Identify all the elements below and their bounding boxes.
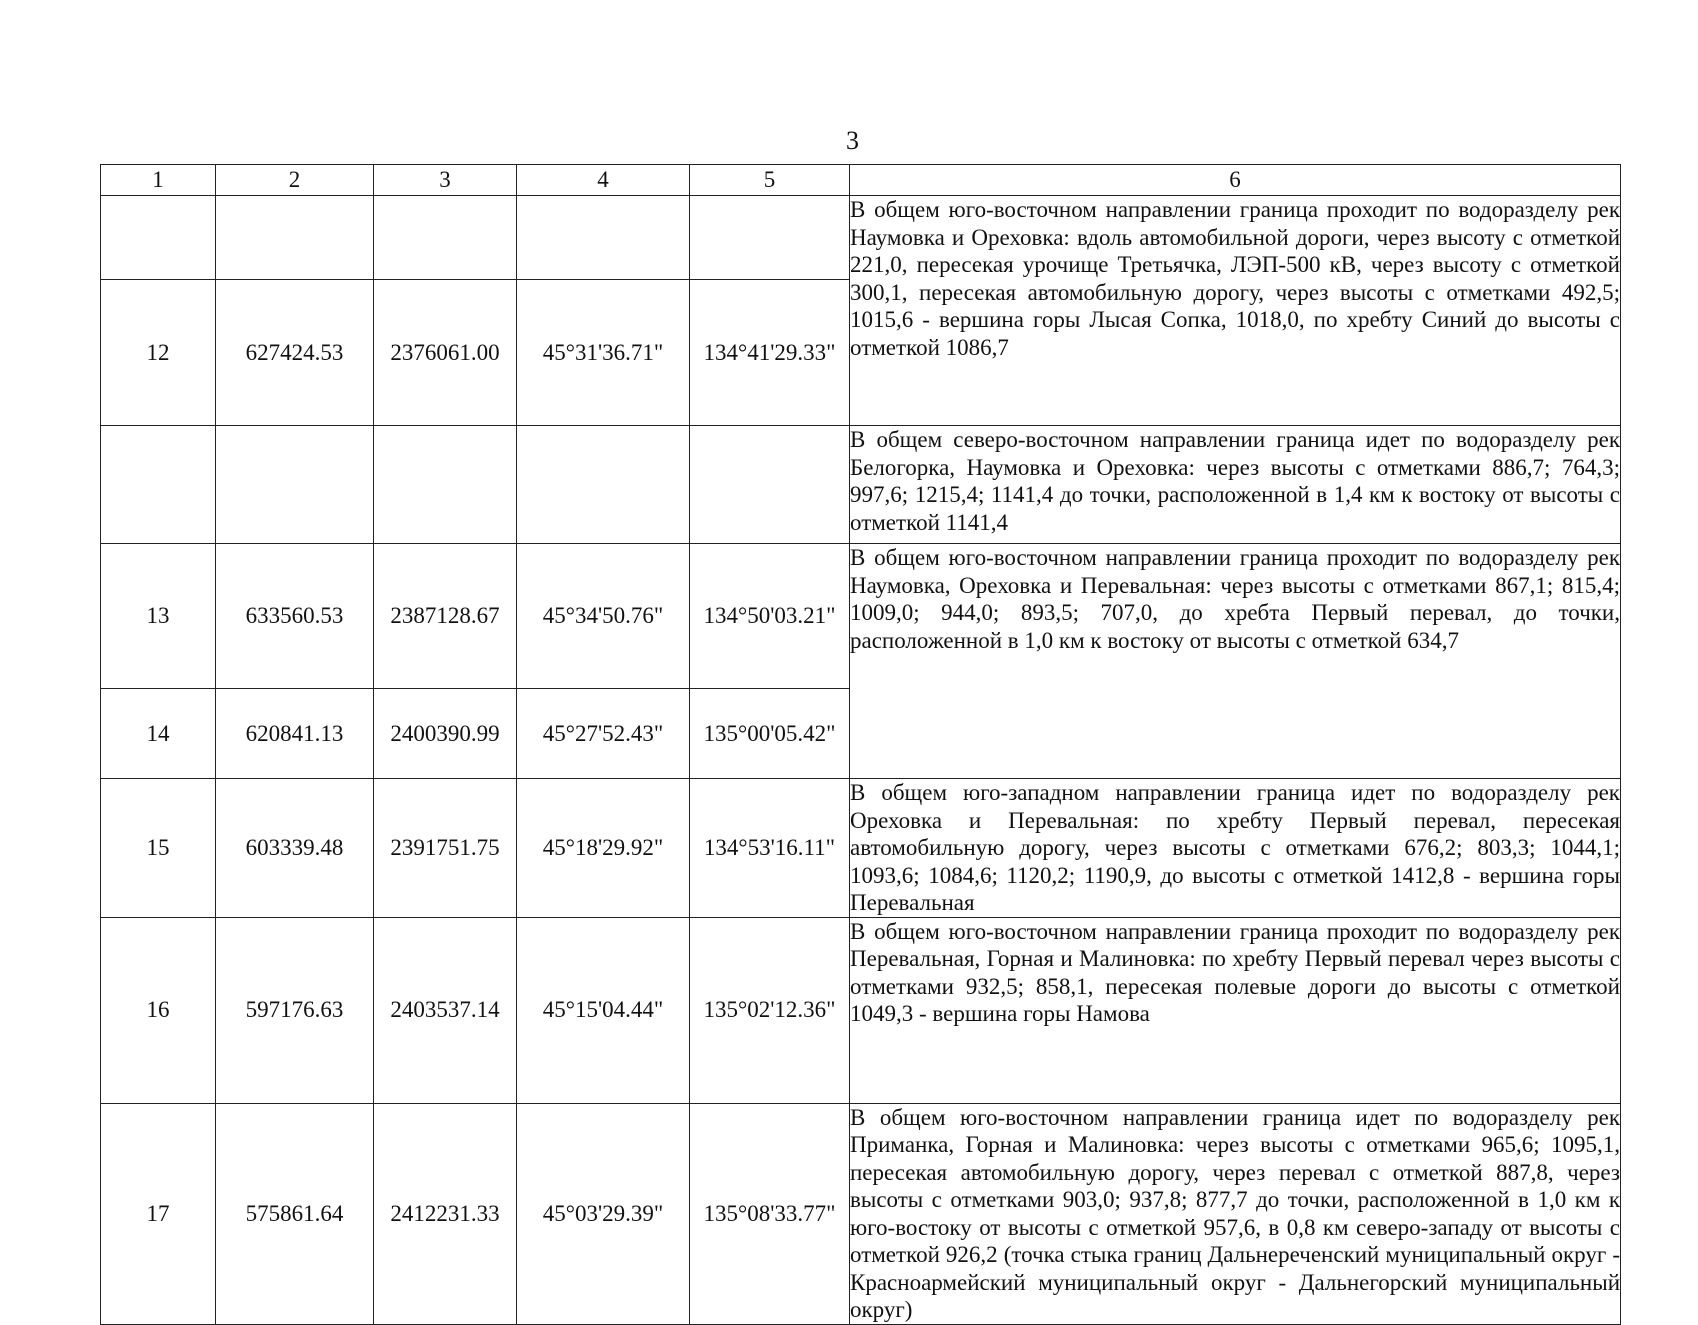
- description-cell: В общем юго-восточном направлении граница проходит по водоразделу рек Наумовка, Ореховка и Перевальная: через высоты с отметками 867,1; 815,4; 1009,0; 944,0; 893,5; 707,0, до хребта Первый перевал, до точки, расположенной в 1,0 км к востоку от высоты с отметкой 634,7: [850, 544, 1621, 779]
- coord-y: 2403537.14: [374, 917, 517, 1103]
- description-cell: В общем северо-восточном направлении граница идет по водоразделу рек Белогорка, Наумовка и Ореховка: через высоты с отметками 886,7; 764,3; 997,6; 1215,4; 1141,4 до точки, расположенной в 1,4 км к востоку от высоты с отметкой 1141,4: [850, 426, 1621, 544]
- longitude: 135°08'33.77": [690, 1103, 850, 1324]
- boundary-table: [100, 164, 1621, 1325]
- latitude: 45°18'29.92": [517, 779, 690, 918]
- header-col-3: 3: [374, 165, 517, 196]
- point-number: 15: [101, 779, 216, 918]
- longitude: 134°50'03.21": [690, 544, 850, 689]
- coord-x: 603339.48: [216, 779, 374, 918]
- coord-x: 575861.64: [216, 1103, 374, 1324]
- description-cell: В общем юго-восточном направлении граница проходит по водоразделу рек Наумовка и Ореховка: вдоль автомобильной дороги, через высоту с отметкой 221,0, пересекая урочище Третьячка, ЛЭП-500 кВ, через высоту с отметкой 300,1, пересекая автомобильную дорогу, через высоты с отметками 492,5; 1015,6 - вершина горы Лысая Сопка, 1018,0, по хребту Синий до высоты с отметкой 1086,7: [850, 196, 1621, 426]
- longitude: 134°41'29.33": [690, 280, 850, 426]
- continuation-row: [101, 196, 1621, 280]
- table-row: [101, 1103, 1621, 1324]
- coord-y: 2412231.33: [374, 1103, 517, 1324]
- coord-x: 597176.63: [216, 917, 374, 1103]
- header-col-2: 2: [216, 165, 374, 196]
- header-col-4: 4: [517, 165, 690, 196]
- point-number: 13: [101, 544, 216, 689]
- page-number: 3: [846, 126, 859, 155]
- coord-x: 620841.13: [216, 689, 374, 779]
- longitude: 135°00'05.42": [690, 689, 850, 779]
- description-cell: В общем юго-восточном направлении граница идет по водоразделу рек Приманка, Горная и Малиновка: через высоты с отметками 965,6; 1095,1, пересекая автомобильную дорогу, через перевал с отметкой 887,8, через высоты с отметками 903,0; 937,8; 877,7 до точки, расположенной в 1,0 км к юго-востоку от высоты с отметкой 957,6, в 0,8 км северо-западу от высоты с отметкой 926,2 (точка стыка границ Дальнереченский муниципальный округ - Красноармейский муниципальный округ - Дальнегорский муниципальный округ): [850, 1104, 1620, 1322]
- point-number: 17: [101, 1103, 216, 1324]
- header-row: [101, 165, 1621, 196]
- coord-x: 627424.53: [216, 280, 374, 426]
- description-cell: В общем юго-восточном направлении граница проходит по водоразделу рек Перевальная, Горная и Малиновка: по хребту Первый перевал через высоты с отметками 932,5; 858,1, пересекая полевые дороги до высоты с отметкой 1049,3 - вершина горы Намова: [850, 917, 1621, 1103]
- coord-y: 2391751.75: [374, 779, 517, 918]
- table-row: [101, 917, 1621, 1103]
- longitude: 134°53'16.11": [690, 779, 850, 918]
- longitude: 135°02'12.36": [690, 917, 850, 1103]
- coord-x: 633560.53: [216, 544, 374, 689]
- point-number: 12: [101, 280, 216, 426]
- coord-y: 2376061.00: [374, 280, 517, 426]
- table-row: [101, 779, 1621, 918]
- latitude: 45°34'50.76": [517, 544, 690, 689]
- header-col-1: 1: [101, 165, 216, 196]
- point-number: 14: [101, 689, 216, 779]
- table-row: [101, 544, 1621, 689]
- header-col-6: 6: [850, 165, 1621, 196]
- latitude: 45°15'04.44": [517, 917, 690, 1103]
- description-cell: В общем юго-западном направлении граница идет по водоразделу рек Ореховка и Перевальная: по хребту Первый перевал, пересекая автомобильную дорогу, через высоты с отметками 676,2; 803,3; 1044,1; 1093,6; 1084,6; 1120,2; 1190,9, до высоты с отметкой 1412,8 - вершина горы Перевальная: [850, 780, 1620, 915]
- latitude: 45°03'29.39": [517, 1103, 690, 1324]
- segment-row: [101, 426, 1621, 544]
- coord-y: 2387128.67: [374, 544, 517, 689]
- latitude: 45°27'52.43": [517, 689, 690, 779]
- latitude: 45°31'36.71": [517, 280, 690, 426]
- header-col-5: 5: [690, 165, 850, 196]
- point-number: 16: [101, 917, 216, 1103]
- coord-y: 2400390.99: [374, 689, 517, 779]
